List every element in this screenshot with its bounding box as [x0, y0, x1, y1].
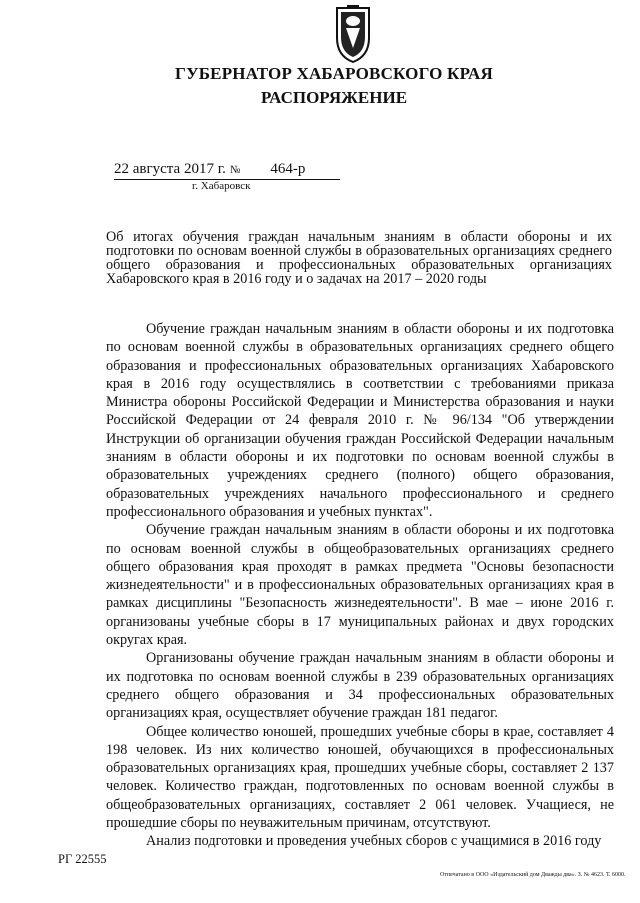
document-body: [106, 320, 614, 851]
number-sign: №: [229, 164, 241, 176]
document-number: 464-р: [270, 161, 306, 177]
paragraph: Общее количество юношей, прошедших учебные сборы в крае, составляет 4 198 человек. Из них количество юношей, обучающихся в профессиональных образовательных организациях края, прошедших учебные сборы, составляет 2 137 человек. Количество граждан, подготовленных по основам военной службы в общеобразовательных организациях, составляет 2 061 человек. Учащиеся, не прошедшие сборы по неуважительным причинам, отсутствуют.: [106, 723, 614, 832]
document-city: г. Хабаровск: [192, 180, 251, 192]
paragraph: Анализ подготовки и проведения учебных сборов с учащимися в 2016 году: [146, 833, 602, 850]
paragraph: Организованы обучение граждан начальным знаниям в области обороны и их подготовка по основам военной службы в 239 образовательных организациях среднего общего образования и 34 профессиональных образовательных организациях края, осуществляет обучение граждан 181 педагог.: [106, 650, 614, 722]
document-type: РАСПОРЯЖЕНИЕ: [260, 88, 408, 107]
paragraph: Обучение граждан начальным знаниям в области обороны и их подготовка по основам военной службы в образовательных организациях среднего общего образования и профессиональных образовательных организациях Хабаровского края в 2016 году осуществлялись в соответствии с требованиями приказа Министра обороны Российской Федерации и Министерства образования и науки Российской Федерации от 24 февраля 2010 г. № 96/134 "Об утверждении Инструкции об организации обучения граждан Российской Федерации начальным знаниям в области обороны и их подготовки по основам военной службы в образовательных учреждениях среднего (полного) общего образования, образовательных учреждениях начального профессионального и среднего профессионального образования и учебных пунктах".: [106, 321, 614, 520]
document-subject: Об итогах обучения граждан начальным знаниям в области обороны и их подготовки по основам военной службы в образовательных организациях среднего общего образования и профессиональных образовательных организациях Хабаровского края в 2016 году и о задачах на 2017 – 2020 годы: [106, 229, 612, 287]
printer-imprint: Отпечатано в ООО «Издательский дом Дважды два». З. № 4623. Т. 6000.: [440, 872, 626, 878]
paragraph: Обучение граждан начальным знаниям в области обороны и их подготовка по основам военной службы в общеобразовательных организациях среднего общего образования края проходят в рамках предмета "Основы безопасности жизнедеятельности" и в профессиональных образовательных организациях края в рамках дисциплины "Безопасность жизнедеятельности". В мае – июне 2016 г. организованы учебные сборы в 17 муниципальных районах и двух городских округах края.: [106, 522, 614, 649]
document-authority: ГУБЕРНАТОР ХАБАРОВСКОГО КРАЯ: [175, 64, 493, 83]
coat-of-arms-icon: [331, 4, 375, 64]
registration-number: РГ 22555: [58, 852, 107, 866]
document-date: 22 августа 2017 г.: [114, 161, 226, 177]
document-date-line: [114, 160, 340, 180]
